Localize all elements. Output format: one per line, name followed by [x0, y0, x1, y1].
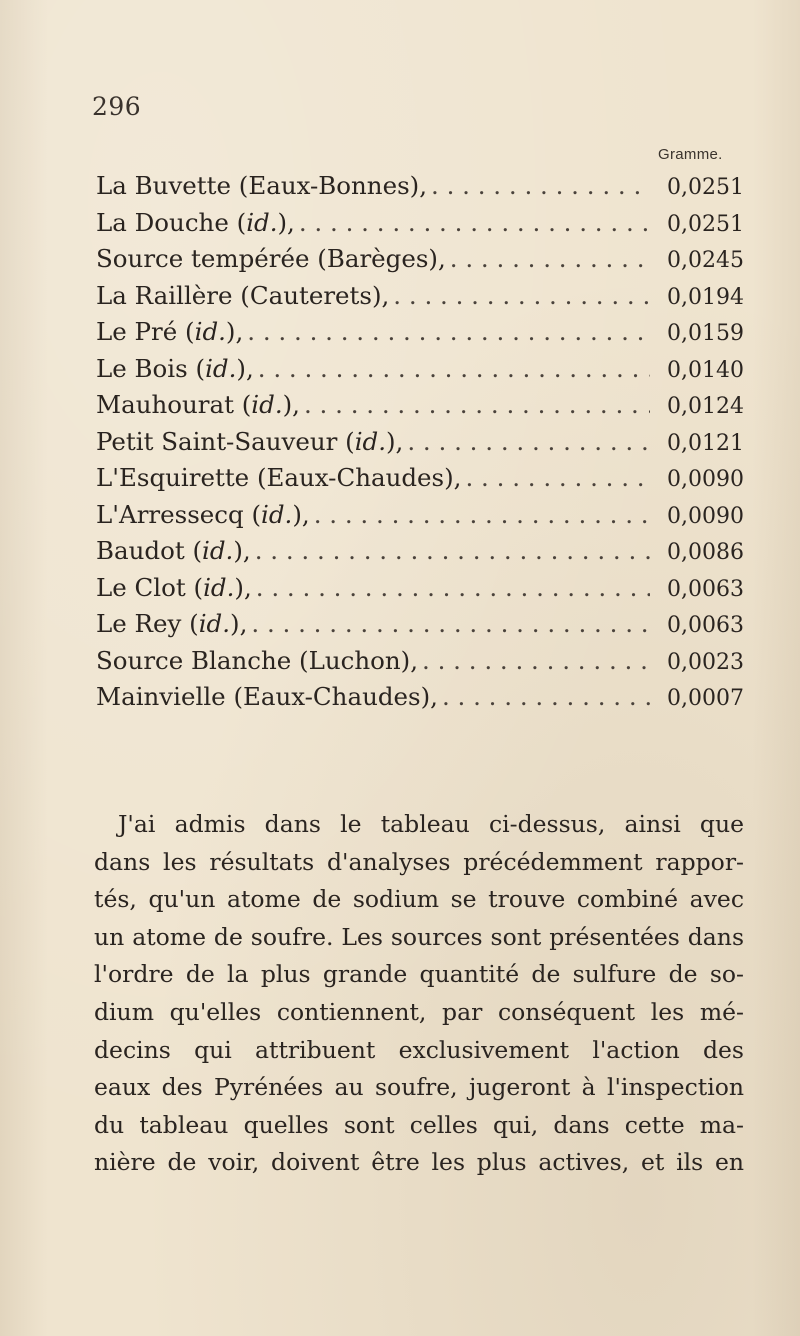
- page-number: 296: [92, 92, 142, 121]
- paragraph-line: dium qu'elles contiennent, par conséquent les mé-: [94, 997, 744, 1026]
- paragraph-line: dans les résultats d'analyses précédemment rappor-: [94, 847, 744, 876]
- leader-dots: [393, 278, 650, 315]
- leader-dots: [431, 168, 650, 205]
- table-row: [96, 643, 744, 680]
- source-name: La Douche (id.),: [96, 207, 295, 237]
- source-value: 0,0245: [667, 248, 744, 273]
- leader-dots: [422, 643, 650, 680]
- source-name: Mauhourat (id.),: [96, 390, 300, 419]
- table-row: [96, 314, 744, 351]
- source-name: Source tempérée (Barèges),: [96, 244, 446, 273]
- source-name: Baudot (id.),: [96, 536, 251, 565]
- leader-dots: [256, 570, 650, 607]
- leader-dots: [299, 205, 650, 242]
- leader-dots: [450, 241, 650, 278]
- source-name: L'Esquirette (Eaux-Chaudes),: [96, 463, 462, 492]
- leader-dots: [258, 351, 650, 388]
- table-row: [96, 606, 744, 643]
- source-value: 0,0194: [667, 284, 744, 310]
- paragraph-line: eaux des Pyrénées au soufre, jugeront à l'inspection: [94, 1073, 744, 1102]
- sulfide-table: [96, 168, 744, 716]
- table-row: [96, 570, 744, 607]
- body-paragraph: [94, 806, 744, 1182]
- source-value: 0,0063: [667, 576, 744, 602]
- table-row: [96, 168, 744, 205]
- source-value: 0,0023: [667, 649, 744, 675]
- source-value: 0,0159: [667, 321, 744, 346]
- leader-dots: [255, 533, 650, 570]
- source-name: L'Arressecq (id.),: [96, 499, 310, 529]
- leader-dots: [314, 497, 650, 534]
- source-value: 0,0086: [667, 540, 744, 565]
- source-name: Le Bois (id.),: [96, 353, 254, 383]
- table-row: [96, 424, 744, 461]
- source-value: 0,0251: [667, 175, 744, 200]
- source-value: 0,0251: [667, 211, 744, 237]
- leader-dots: [251, 606, 650, 643]
- source-name: La Raillère (Cauterets),: [96, 280, 390, 310]
- source-name: La Buvette (Eaux-Bonnes),: [96, 171, 427, 200]
- source-name: Le Rey (id.),: [96, 609, 248, 638]
- table-row: [96, 387, 744, 424]
- table-row: [96, 241, 744, 278]
- source-name: Petit Saint-Sauveur (id.),: [96, 426, 404, 456]
- source-value: 0,0124: [667, 394, 744, 419]
- paragraph-line: l'ordre de la plus grande quantité de sulfure de so-: [94, 960, 744, 989]
- source-name: Mainvielle (Eaux-Chaudes),: [96, 682, 438, 711]
- source-value: 0,0007: [667, 686, 744, 711]
- leader-dots: [304, 387, 650, 424]
- leader-dots: [465, 460, 650, 497]
- source-name: Le Clot (id.),: [96, 572, 252, 602]
- paragraph-line: nière de voir, doivent être les plus actives, et ils en: [94, 1148, 744, 1177]
- table-row: [96, 205, 744, 242]
- source-name: Source Blanche (Luchon),: [96, 645, 419, 675]
- table-row: [96, 351, 744, 388]
- paragraph-line: decins qui attribuent exclusivement l'action des: [94, 1035, 744, 1064]
- source-value: 0,0140: [667, 357, 744, 383]
- leader-dots: [247, 314, 650, 351]
- source-name: Le Pré (id.),: [96, 317, 244, 346]
- table-row: [96, 278, 744, 315]
- table-row: [96, 533, 744, 570]
- paragraph-line: tés, qu'un atome de sodium se trouve combiné avec: [94, 885, 744, 914]
- source-value: 0,0063: [667, 613, 744, 638]
- leader-dots: [442, 679, 650, 716]
- table-row: [96, 460, 744, 497]
- source-value: 0,0121: [667, 430, 744, 456]
- paragraph-line: du tableau quelles sont celles qui, dans cette ma-: [94, 1110, 744, 1139]
- source-value: 0,0090: [667, 467, 744, 492]
- table-row: [96, 679, 744, 716]
- paragraph-line: un atome de soufre. Les sources sont présentées dans: [94, 922, 744, 951]
- paragraph-line: J'ai admis dans le tableau ci-dessus, ainsi que: [118, 810, 744, 838]
- table-row: [96, 497, 744, 534]
- source-value: 0,0090: [667, 503, 744, 529]
- unit-header: Gramme.: [658, 146, 723, 163]
- leader-dots: [407, 424, 650, 461]
